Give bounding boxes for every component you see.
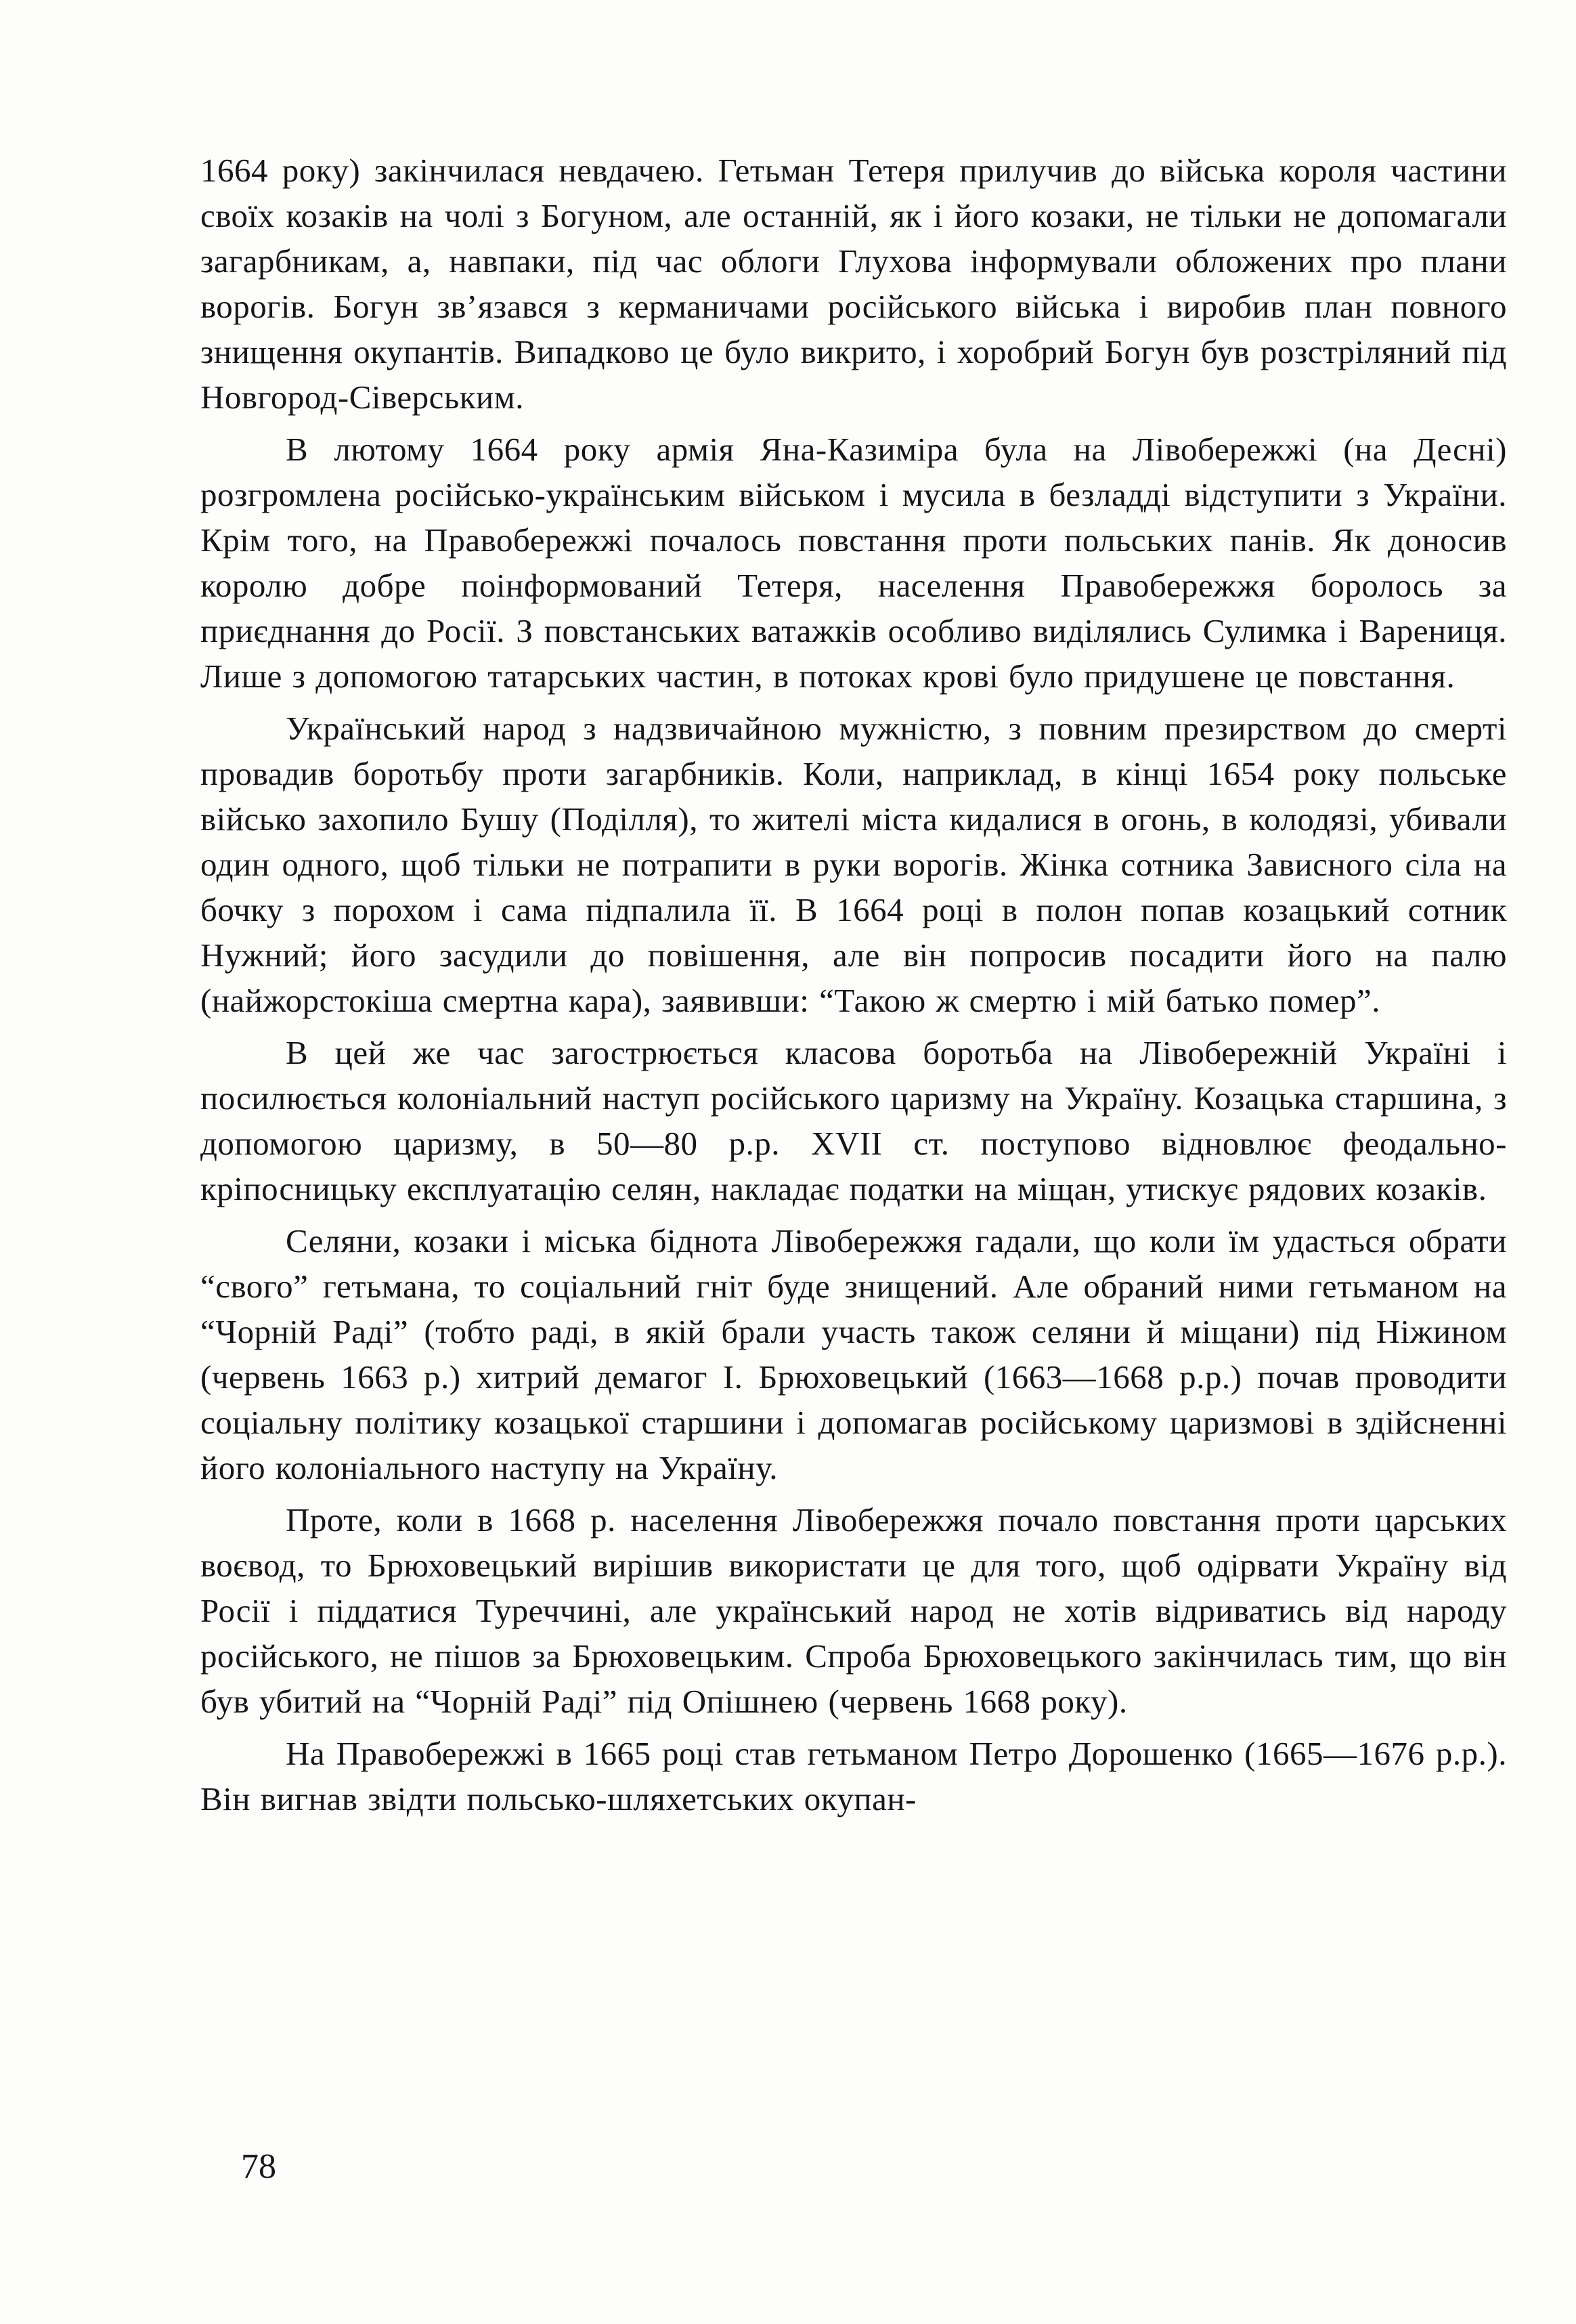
paragraph-3: Український народ з надзвичайною мужністю, з повним презирством до смерті провадив боротьбу проти загарбників. Коли, наприклад, в кінці 1654 року польське військо захопило Бушу (Поділля), то жителі міста кидалися в огонь, в колодязі, убивали один одного, щоб тільки не потрапити в руки ворогів. Жінка сотника Зависного сіла на бочку з порохом і сама підпалила її. В 1664 році в полон попав козацький сотник Нужний; його засудили до повішення, але він попросив посадити його на палю (найжорстокіша смертна кара), заявивши: “Такою ж смертю і мій батько помер”. — [200, 710, 1507, 1019]
paragraph-6: Проте, коли в 1668 р. населення Лівобережжя почало повстання проти царських воєвод, то Брюховецький вирішив використати це для того, щоб одірвати Україну від Росії і піддатися Туреччині, але український народ не хотів відриватись від народу російського, не пішов за Брюховецьким. Спроба Брюховецького закінчилась тим, що він був убитий на “Чорній Раді” під Опішнею (червень 1668 року). — [200, 1501, 1507, 1720]
paragraph-4: В цей же час загострюється класова боротьба на Лівобережній Україні і посилюється колоніальний наступ російського царизму на Україну. Козацька старшина, з допомогою царизму, в 50—80 р.р. XVII ст. поступово відновлює феодально-кріпосницьку експлуатацію селян, накладає податки на міщан, утискує рядових козаків. — [200, 1034, 1507, 1207]
page-number: 78 — [241, 2147, 276, 2186]
body-text — [200, 148, 1507, 1828]
paragraph-1: 1664 року) закінчилася невдачею. Гетьман Тетеря прилучив до війська короля частини своїх козаків на чолі з Богуном, але останній, як і його козаки, не тільки не допомагали загарбникам, а, навпаки, під час облоги Глухова інформували обложених про плани ворогів. Богун зв’язався з керманичами російського війська і виробив план повного знищення окупантів. Випадково це було викрито, і хоробрий Богун був розстріляний під Новгород-Сіверським. — [200, 152, 1507, 416]
paragraph-2: В лютому 1664 року армія Яна-Казиміра була на Лівобережжі (на Десні) розгромлена російсько-українським військом і мусила в безладді відступити з України. Крім того, на Правобережжі почалось повстання проти польських панів. Як доносив королю добре поінформований Тетеря, населення Правобережжя боролось за приєднання до Росії. З повстанських ватажків особливо виділялись Сулимка і Варениця. Лише з допомогою татарських частин, в потоках крові було придушене це повстання. — [200, 431, 1507, 695]
paragraph-5: Селяни, козаки і міська біднота Лівобережжя гадали, що коли їм удасться обрати “свого” гетьмана, то соціальний гніт буде знищений. Але обраний ними гетьманом на “Чорній Раді” (тобто раді, в якій брали участь також селяни й міщани) під Ніжином (червень 1663 р.) хитрий демагог І. Брюховецький (1663—1668 р.р.) почав проводити соціальну політику козацької старшини і допомагав російському царизмові в здійсненні його колоніального наступу на Україну. — [200, 1222, 1507, 1486]
paragraph-7: На Правобережжі в 1665 році став гетьманом Петро Дорошенко (1665—1676 р.р.). Він вигнав звідти польсько-шляхетських окупан- — [200, 1735, 1507, 1817]
